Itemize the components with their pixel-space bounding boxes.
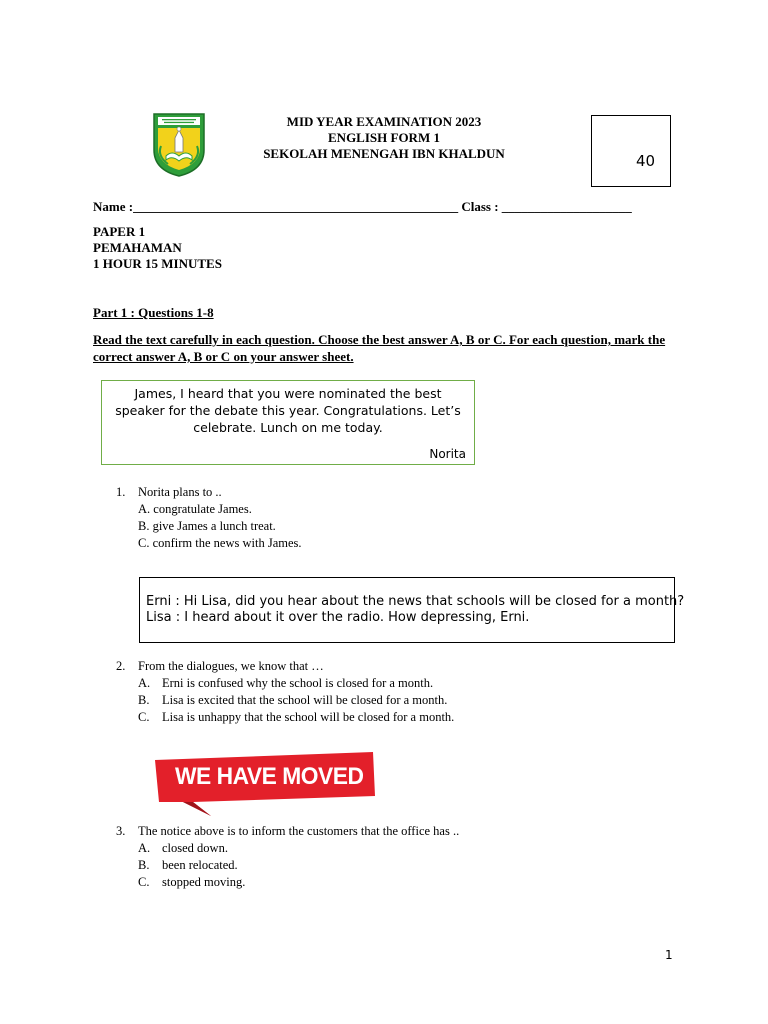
option-letter: C. xyxy=(138,875,150,889)
option-a xyxy=(116,675,454,692)
option-text: stopped moving. xyxy=(162,875,246,889)
option-text: Lisa is unhappy that the school will be closed for a month. xyxy=(162,710,455,724)
option-letter: A. xyxy=(138,676,151,690)
option-text: Lisa is excited that the school will be closed for a month. xyxy=(162,693,448,707)
option-text: Erni is confused why the school is closed for a month. xyxy=(162,676,434,690)
option-b: B. give James a lunch treat. xyxy=(138,519,276,533)
dialog-line-erni: Erni : Hi Lisa, did you hear about the news that schools will be closed for a month? xyxy=(146,594,685,609)
exam-subject: ENGLISH FORM 1 xyxy=(328,130,440,145)
name-blank: __________________________________________________ xyxy=(133,199,459,214)
question-number: 2. xyxy=(116,659,126,673)
option-letter: B. xyxy=(138,693,150,707)
question-3 xyxy=(116,823,459,891)
option-text: closed down. xyxy=(162,841,228,855)
question-number: 3. xyxy=(116,824,126,838)
option-b xyxy=(116,692,454,709)
option-c xyxy=(116,874,459,891)
school-name: SEKOLAH MENENGAH IBN KHALDUN xyxy=(263,146,505,161)
question-stem: The notice above is to inform the customers that the office has .. xyxy=(138,824,460,838)
exam-title: MID YEAR EXAMINATION 2023 xyxy=(286,114,482,129)
score-box xyxy=(591,115,671,187)
paper-duration: 1 HOUR 15 MINUTES xyxy=(93,256,222,271)
question-2 xyxy=(116,658,454,726)
note-text: James, I heard that you were nominated the best speaker for the debate this year. Congratulations. Let’s celebrate. Lunch on me today. xyxy=(115,386,461,435)
name-label: Name : xyxy=(93,199,134,214)
page-number: 1 xyxy=(665,948,673,962)
part-title: Part 1 : Questions 1-8 xyxy=(93,305,214,320)
option-text: been relocated. xyxy=(162,858,238,872)
banner-text: WE HAVE MOVED xyxy=(175,763,364,790)
paper-number: PAPER 1 xyxy=(93,224,146,239)
paper-section: PEMAHAMAN xyxy=(93,240,182,255)
class-blank: ____________________ xyxy=(501,199,632,214)
question-stem: From the dialogues, we know that … xyxy=(138,659,324,673)
note-box xyxy=(101,380,475,465)
we-have-moved-banner xyxy=(153,752,375,818)
option-a xyxy=(116,840,459,857)
option-c xyxy=(116,709,454,726)
question-1 xyxy=(116,484,302,552)
option-a: A. congratulate James. xyxy=(138,502,252,516)
note-signature: Norita xyxy=(429,447,466,461)
question-number: 1. xyxy=(116,485,126,499)
paper-info xyxy=(93,224,222,272)
option-letter: A. xyxy=(138,841,151,855)
exam-heading xyxy=(200,114,568,162)
option-b xyxy=(116,857,459,874)
class-label: Class : xyxy=(461,199,499,214)
school-crest-icon xyxy=(152,112,206,178)
instructions: Read the text carefully in each question. Choose the best answer A, B or C. For each question, mark the correct answer A, B or C on your answer sheet. xyxy=(93,332,666,364)
option-letter: B. xyxy=(138,858,150,872)
dialog-line-lisa: Lisa : I heard about it over the radio. How depressing, Erni. xyxy=(146,610,530,625)
score-value: 40 xyxy=(636,152,656,170)
option-c: C. confirm the news with James. xyxy=(138,536,302,550)
dialog-box xyxy=(139,577,685,643)
question-stem: Norita plans to .. xyxy=(138,485,222,499)
option-letter: C. xyxy=(138,710,150,724)
student-details xyxy=(93,199,693,215)
